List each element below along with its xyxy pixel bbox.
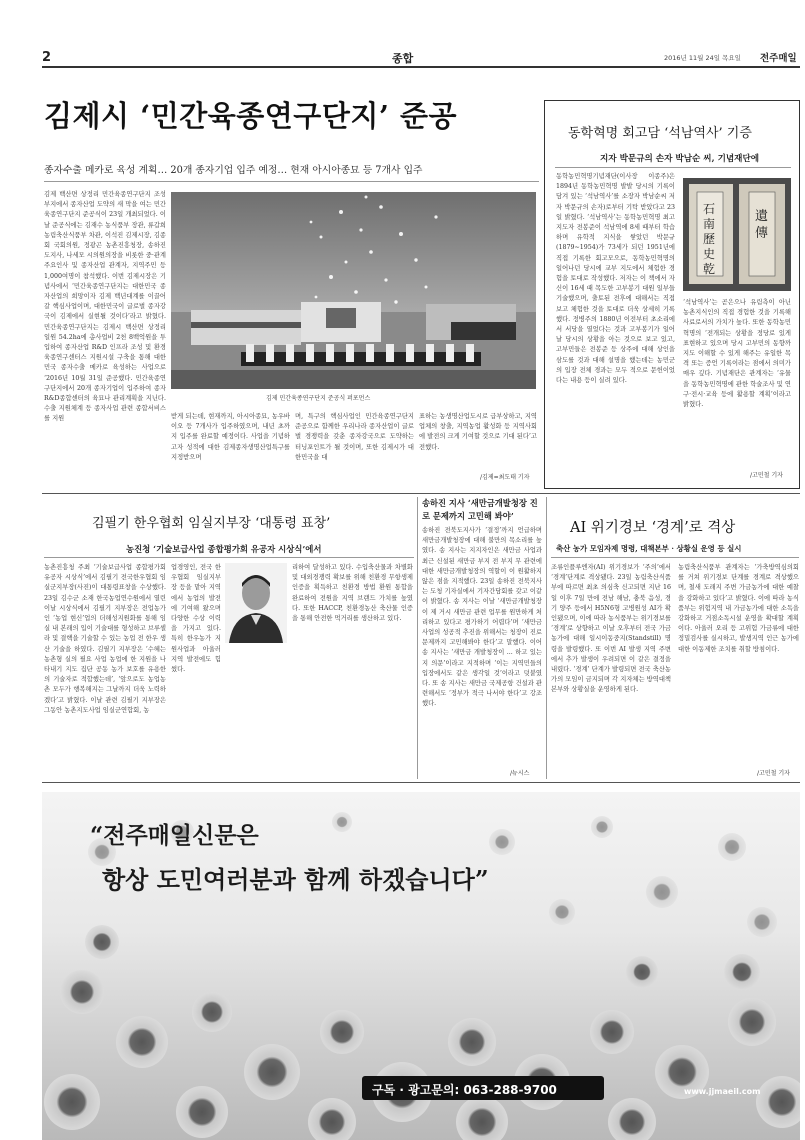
lead-body-col2: 받게 되는데, 현재까지, 아시아종묘, 농우바이오 등 7개사가 입주하였으며, 내년 초까지 입주를 완료할 예정이다. 사업을 기념하고자 성적에 대한 김제종자생명산업특구를 지정받으며	[171, 413, 290, 461]
hanwoo-body-col3: 리하여 달성하고 있다. 수입축산물과 차별화 및 대외경쟁력 확보를 위해 친환경 무항생제 인증을 획득하고 친환경 방법 환원 통합을 완료하여 전원을 지역 브랜드 가치를 높였다. 또한 HACCP, 친환경농산 축산물 인증을 통해 안전한 먹거리를 생산하고 있다.	[292, 564, 413, 623]
section-divider-2	[42, 782, 800, 783]
page-number: 2	[42, 50, 52, 65]
hanwoo-body-col1: 농촌진흥청 주최 ‘기술보급사업 종합평가회 유공자 시상식’에서 김필기 전국한우협회 임실군지부장(사진)이 대통령표창을 수상했다. 23일 김수군 소재 한국농업연수원에서 열린 이날 시상식에서 김필기 지부장은 전업농가인 ‘농업 현신’업의 더해성지원화를 통해 임실 내 본래의 입이 기술대를 형성하고 브루셀라 및 결핵을 기술할 수 있는 농업 전 한우 생산 기술을 하였다. 김필기 지부장은 ‘수혜는 농촌형 실의 필요 사업 농업에 한 지원을 나타내기 지도 집단 공동 농가 보호를 유용한 의 기술자로 적합했는데’, ‘앞으로도 농업농촌 모두가 행복해지는 그날까지 더욱 노력하겠다’고 밝혔다. 이날 관련 김필기 지부장은 그동안 농촌지도사업 임실군연합회, 농	[44, 564, 166, 714]
sidebar-subhead-rule	[555, 167, 791, 168]
ai-body-col1: 조류인플루엔자(AI) 위기경보가 ‘주의’에서 ‘경계’단계로 격상됐다. 23일 농림축산식품부에 따르면 최초 의심축 신고되면 지난 16일 이후 7일 만에 전남 해남, 충북 음성, 경기 양주 등에서 H5N6형 고병원성 AI가 확인됐으며, 이에 따라 농식품부는 위기경보를 ‘경계’로 상향하고 이날 오후부터 전국 가금농가에 대해 일시이동중지(Standstill) 명령을 발령했다. 또 이번 AI 발생 지역 주변에서 추가 발생이 우려되면 이 같은 결정을 내렸다. ‘경계’ 단계가 발령되면 전국 축산농가의 모임이 금지되며 각 지자체는 방역대책본부와 상황실을 운영하게 된다.	[551, 564, 671, 694]
songhajin-headline: 송하진 지사 ‘새만금개발청장 진로 문제까지 고민해 봐야’	[422, 498, 538, 521]
ad-website[interactable]: www.jjmaeil.com	[684, 1087, 761, 1096]
hanwoo-subhead-rule	[44, 557, 414, 558]
old-book-image	[683, 178, 791, 291]
lead-byline: /김제=최도태 기자	[480, 474, 530, 481]
ai-byline: /고민철 기자	[757, 770, 790, 777]
ai-headline: AI 위기경보 ‘경계’로 격상	[570, 520, 736, 536]
lead-photo	[171, 192, 536, 389]
ai-body-col2: 농림축산식품부 관계자는 ‘가축방역심의회를 거쳐 위기경보 단계를 경계로 격상했으며, 철새 도래지 주변 가금농가에 대한 예찰을 강화하고 있다’고 밝혔다. 이에 따라 농식품부는 위험지역 내 가금농가에 대한 소독을 강화하고 거점소독시설 운영을 확대할 계획이다. 아울러 오리 등 고위험 가금류에 대한 정밀검사를 실시하고, 발생지역 인근 농가에 대한 이동제한 조치를 취할 방침이다.	[678, 564, 799, 653]
sidebar-body-col1: 동학농민혁명기념재단(이사장 이종주)은 1894년 동학농민혁명 발발 당시의 기록이 담겨 있는 ‘석남역사’를 소장자 박남순씨 저자 박문규의 손자)로부터 기탁 받았다고 23일 밝혔다. ‘석남역사’는 동학농민혁명 최고지도자 전봉준이 석남역에 8세 때부터 학습하며 유학적 지식을 쌓았던 박문규(1879~1954)가 73세가 되던 1951년에 직접 기록한 회고모으로, 동학농민혁명의 일어나던 당시에 교부 지도에서 체험한 경험을 토대로 작성했다. 저자는 이 책에서 자신이 16세 때 목도한 고부봉기 대원 일부들 기술했으며, 출토된 전후에 대해서는 직접 보고 체험한 것을 토대로 더욱 상세히 기록했다. 정병주의 1880년 이전부터 초소리에서 서당을 열었다는 것과 고부봉기가 일어날 당시의 상황을 아는 것으로 보고 있고, 고부민들은 전봉준 등 상주에 대해 상인을 삼도를 것과 대해 설명을 했는데는 농민군의 입장 전체 경과는 모두 적으로 문헌이었다는 내용 등이 실려 있다.	[556, 173, 675, 385]
column-divider-2	[546, 497, 547, 779]
section-divider-1	[42, 493, 800, 494]
issue-date: 2016년 11월 24일 목요일	[664, 54, 741, 62]
ai-subhead-rule	[551, 557, 799, 558]
ad-line-1: “전주매일신문은	[90, 822, 259, 849]
header-rule	[42, 66, 800, 68]
lead-photo-caption: 김제 민간육종연구단지 준공식 퍼포먼스	[266, 395, 371, 402]
sidebar-body-col2: ‘석남역사’는 곧은으나 유림측이 아닌 농촌지식인의 직접 경험한 것을 기록해 사료로서의 가치가 높다. 또한 동학농민혁명의 ‘전개되는 상황을 정당로 있게 표현하고 있으며 당시 고부민의 동향까지도 이해할 수 있게 해주는 유일한 목격 또는 증언 기록이라는 점에서 의미가 매우 깊다. 기념재단은 관계자는 ‘유물을 동학농민혁명에 관한 학술조사 및 연구·전시·교육 등에 활용할 계획’이라고 밝혔다.	[683, 299, 791, 409]
book-photo	[683, 178, 791, 291]
lead-headline: 김제시 ‘민간육종연구단지’ 준공	[44, 99, 458, 133]
hanwoo-body-col2: 업경영인, 전국 한우협회 임실지부장 등을 맡아 지역에서 농업의 발전에 기여해 왔으며 다양한 수상 이력을 가지고 있다. 특히 한우농가 지원사업과 아울러 지역 발전에도 힘썼다.	[171, 564, 221, 674]
column-divider-1	[417, 497, 418, 779]
hanwoo-portrait	[225, 563, 287, 643]
lead-subhead: 종자수출 메카로 육성 계획… 20개 종자기업 입주 예정… 현재 아시아종묘 등 7개사 입주	[44, 165, 423, 176]
hanwoo-body-col2b	[225, 650, 287, 776]
hanwoo-headline: 김필기 한우협회 임실지부장 ‘대통령 표창’	[92, 516, 331, 531]
section-name: 종합	[392, 52, 414, 65]
portrait-image	[225, 563, 287, 643]
ai-subhead: 축산 농가 모임자제 명령, 대책본부 · 상황실 운영 등 실시	[556, 544, 742, 553]
songhajin-byline: /뉴시스	[510, 770, 530, 777]
ceremony-scene-image	[171, 192, 536, 389]
book-title-label-2: 遺傳	[755, 209, 769, 241]
ad-contact: 구독 · 광고문의: 063-288-9700	[372, 1083, 557, 1097]
sidebar-subhead: 지자 박문규의 손자 박남순 씨, 기념재단에	[600, 154, 760, 164]
songhajin-body: 송하진 전북도지사가 ‘결정’까지 언급하며 새만금개발청장에 대해 불만의 목소리를 높였다. 송 지사는 지지자인은 새만금 사업과 최근 신설된 새만금 부지 전 부지 무 관련에 대한 새만금개발청장의 역할이 이 원활하지 않은 점을 지적했다. 23일 송하진 전북지사는 도청 기자실에서 기자간담회를 갖고 이같이 밝혔다. 송 지사는 이날 ‘새만금개발청장이 제 거시 새만금 관련 업무를 원만하게 처리하고 있다고 평가하기 어렵다’며 ‘새만금 사업의 성공적 추진을 위해서는 청장이 진로 문제까지 고민해봐야 한다’고 말했다. 이어 송 지사는 ‘새만금 개발청장이 ... 하고 있는지 의문’이라고 지적하며 ‘이는 지역민들의 입장에서도 같은 생각일 것’이라고 덧붙였다. 또 송 지사는 새만금 국제공항 건설과 관련해서도 ‘정부가 적극 나서야 한다’고 강조했다.	[422, 527, 542, 708]
hanwoo-subhead: 농진청 ‘기술보급사업 종합평가회 유공자 시상식’에서	[126, 544, 322, 554]
sidebar-byline: /고민철 기자	[750, 472, 783, 479]
lead-subhead-rule	[44, 181, 539, 182]
sidebar-headline: 동학혁명 회고담 ‘석남역사’ 기증	[568, 126, 752, 141]
lead-body-col1: 김제 백산면 상정리 민간육종연구단지 조성부지에서 종자산업 도약의 새 막을 여는 민간육종연구단지 준공식이 23일 개최되었다. 이날 준공식에는 김재수 농식품부 장관, 류갑희 농림축산식품부 차관, 이석진 김제시장, 김종회 국회의원, 정광곤 농촌진흥청장, 송하진 도지사, 나세모 시의원의장을 비롯한 중·관계 주요인사 및 종자산업 관계자, 지역주민 등 1,000여명이 참석했다. 이번 김제시장은 기념사에서 ‘민간육종연구단지는 대한민국 종자산업의 희망이자 김제 백년대계를 이끌어 갈 핵심사업이며, 대한민국이 글로벌 종자강국이 김제에서 실현될 것이다’라고 밝혔다. 민간육종연구단지는 김제시 백산면 상정리 일원 54.2ha에 총사업비 2천 8백억원을 투입하여 종자산업 R&D 인프라 조성 및 환경육종연구센터스 지원시설 구축을 통해 대한민국 종자수출 메카로 육성하는 사업으로 ‘2016년 10월 31일 준공했다. 민간육종연구단지에서 20개 종자기업이 입주하여 종자R&D종합센터의 육묘나 관리계획을 지닌다. 수출 지원체계 등 종자사업 관련 종합서비스를 지원	[44, 191, 166, 423]
book-title-label-1: 石南歷史 乾	[703, 202, 716, 276]
lead-body-col3: 며, 특구의 핵심사업인 민간육종연구단지 준공으로 함께한 우리나라 종자산업이 글로벌 경쟁력을 갖춘 종자강국으로 도약하는 터닝포인트가 될 것이며, 또한 김제시가 대한민국을 대	[295, 413, 414, 461]
lead-body-col4: 표하는 농생명산업도시로 급부상하고, 지역업체의 창출, 지역농업 활성화 등 지역사회에 발전의 크게 기여할 것으로 기대 된다’고 전했다.	[419, 413, 537, 451]
ad-line-2: 항상 도민여러분과 함께 하겠습니다”	[102, 865, 489, 894]
paper-name: 전주매일	[760, 53, 797, 64]
